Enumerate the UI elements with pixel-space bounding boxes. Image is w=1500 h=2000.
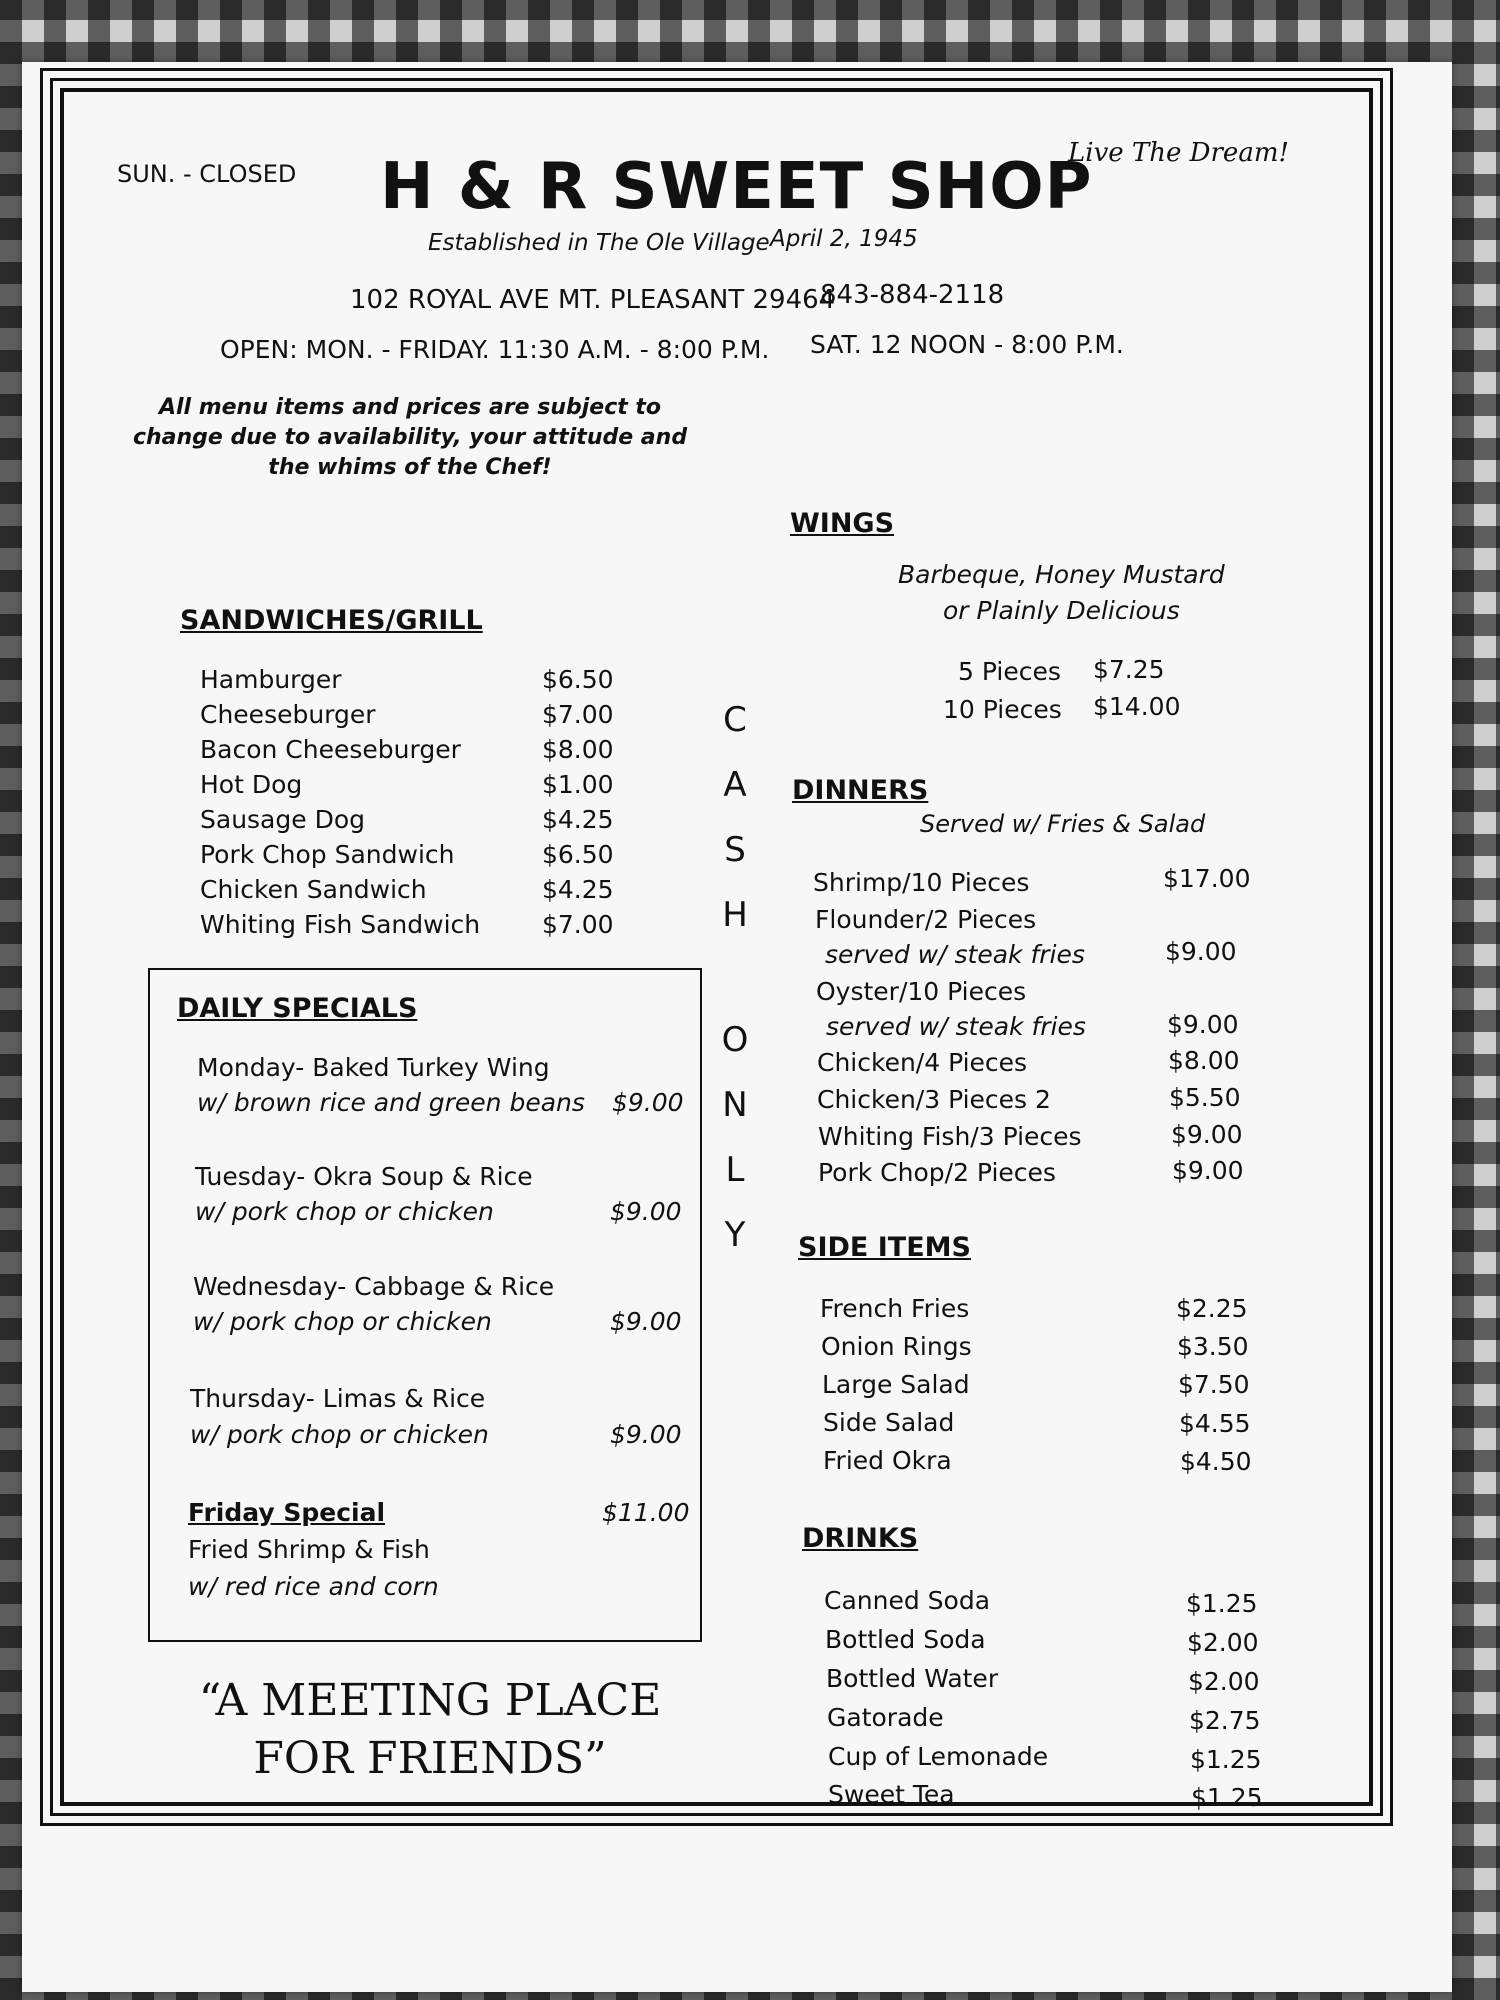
side-item-price: $4.50 <box>1180 1447 1252 1476</box>
cash-only-letter: O <box>721 1020 749 1060</box>
menu-item-price: $1.00 <box>542 770 614 799</box>
established-text: Established in The Ole Village <box>428 230 770 256</box>
drink-name: Sweet Tea <box>828 1780 955 1809</box>
quote-line-2: FOR FRIENDS” <box>253 1733 607 1784</box>
dinner-item-price: $8.00 <box>1168 1046 1240 1075</box>
sunday-closed-note: SUN. - CLOSED <box>117 160 297 188</box>
cash-only-letter: A <box>723 765 747 805</box>
daily-specials-heading: DAILY SPECIALS <box>177 993 418 1024</box>
menu-item-name: Pork Chop Sandwich <box>200 840 455 869</box>
special-description: w/ pork chop or chicken <box>190 1420 489 1449</box>
menu-item-name: Bacon Cheeseburger <box>200 735 461 764</box>
wings-item-price: $7.25 <box>1093 655 1165 684</box>
dinner-item-name: Chicken/4 Pieces <box>817 1048 1028 1077</box>
special-price: $9.00 <box>610 1420 682 1449</box>
dinner-item-name: Chicken/3 Pieces 2 <box>817 1085 1051 1114</box>
drink-name: Bottled Water <box>826 1664 999 1693</box>
special-name: Tuesday- Okra Soup & Rice <box>195 1162 533 1191</box>
friday-special-price: $11.00 <box>602 1498 690 1527</box>
dinner-item-price: $9.00 <box>1165 937 1237 966</box>
side-items-heading: SIDE ITEMS <box>798 1232 971 1263</box>
wings-item-name: 10 Pieces <box>943 695 1062 724</box>
established-date: April 2, 1945 <box>770 226 918 252</box>
menu-item-price: $6.50 <box>542 840 614 869</box>
drink-price: $1.25 <box>1191 1783 1263 1812</box>
drink-price: $2.75 <box>1189 1706 1261 1735</box>
side-item-name: French Fries <box>820 1294 970 1323</box>
saturday-hours: SAT. 12 NOON - 8:00 P.M. <box>810 330 1124 359</box>
side-item-price: $4.55 <box>1179 1409 1251 1438</box>
menu-item-name: Chicken Sandwich <box>200 875 427 904</box>
dinner-item-price: $5.50 <box>1169 1083 1241 1112</box>
menu-item-price: $8.00 <box>542 735 614 764</box>
drink-name: Gatorade <box>827 1703 944 1732</box>
cash-only-letter: L <box>725 1150 745 1190</box>
drink-name: Canned Soda <box>824 1586 991 1615</box>
drink-price: $1.25 <box>1186 1589 1258 1618</box>
special-description: w/ pork chop or chicken <box>195 1197 494 1226</box>
restaurant-title: H & R SWEET SHOP <box>380 150 1093 224</box>
dinner-item-price: $9.00 <box>1172 1156 1244 1185</box>
menu-item-price: $4.25 <box>542 875 614 904</box>
menu-item-price: $7.00 <box>542 700 614 729</box>
drink-price: $1.25 <box>1190 1745 1262 1774</box>
drink-price: $2.00 <box>1188 1667 1260 1696</box>
cash-only-letter: H <box>722 895 748 935</box>
dinner-item-name: Shrimp/10 Pieces <box>813 868 1030 897</box>
side-item-price: $7.50 <box>1178 1370 1250 1399</box>
wings-description-2: or Plainly Delicious <box>943 596 1180 625</box>
dinner-item-price: $9.00 <box>1167 1010 1239 1039</box>
menu-item-price: $4.25 <box>542 805 614 834</box>
dinner-item-price: $9.00 <box>1171 1120 1243 1149</box>
menu-item-price: $6.50 <box>542 665 614 694</box>
side-item-name: Fried Okra <box>823 1446 952 1475</box>
menu-item-price: $7.00 <box>542 910 614 939</box>
special-description: w/ brown rice and green beans <box>197 1088 585 1117</box>
dinner-item-note: served w/ steak fries <box>826 1012 1086 1041</box>
special-price: $9.00 <box>612 1088 684 1117</box>
special-name: Thursday- Limas & Rice <box>190 1384 486 1413</box>
dinner-item-name: Flounder/2 Pieces <box>815 905 1037 934</box>
side-item-name: Onion Rings <box>821 1332 972 1361</box>
side-item-name: Side Salad <box>823 1408 955 1437</box>
drink-name: Bottled Soda <box>825 1625 986 1654</box>
drink-name: Cup of Lemonade <box>828 1742 1049 1771</box>
quote-line-1: “A MEETING PLACE <box>198 1675 662 1726</box>
side-item-price: $2.25 <box>1176 1294 1248 1323</box>
special-price: $9.00 <box>610 1197 682 1226</box>
side-item-name: Large Salad <box>822 1370 970 1399</box>
menu-item-name: Hamburger <box>200 665 342 694</box>
side-item-price: $3.50 <box>1177 1332 1249 1361</box>
friday-special-heading: Friday Special <box>188 1498 386 1527</box>
friday-special-name: Fried Shrimp & Fish <box>188 1535 430 1564</box>
address: 102 ROYAL AVE MT. PLEASANT 29464 <box>350 285 836 315</box>
cash-only-letter: C <box>723 700 747 740</box>
wings-item-name: 5 Pieces <box>958 657 1061 686</box>
sandwiches-heading: SANDWICHES/GRILL <box>180 605 483 636</box>
tagline: Live The Dream! <box>1068 138 1289 168</box>
friday-special-description: w/ red rice and corn <box>188 1572 439 1601</box>
special-name: Wednesday- Cabbage & Rice <box>193 1272 555 1301</box>
wings-heading: WINGS <box>790 508 895 539</box>
disclaimer: All menu items and prices are subject to change due to availability, your attitude and the whims of the Chef! <box>132 395 688 480</box>
cash-only-letter: N <box>722 1085 748 1125</box>
weekday-hours: OPEN: MON. - FRIDAY. 11:30 A.M. - 8:00 P.M. <box>220 335 770 364</box>
dinner-item-price: $17.00 <box>1163 864 1251 893</box>
phone-number: 843-884-2118 <box>820 280 1005 310</box>
menu-item-name: Hot Dog <box>200 770 303 799</box>
dinners-heading: DINNERS <box>792 775 929 806</box>
dinner-item-name: Pork Chop/2 Pieces <box>818 1158 1056 1187</box>
wings-item-price: $14.00 <box>1093 692 1181 721</box>
menu-item-name: Whiting Fish Sandwich <box>200 910 481 939</box>
dinners-description: Served w/ Fries & Salad <box>920 810 1206 838</box>
special-price: $9.00 <box>610 1307 682 1336</box>
wings-description-1: Barbeque, Honey Mustard <box>898 560 1225 589</box>
special-description: w/ pork chop or chicken <box>193 1307 492 1336</box>
menu-item-name: Cheeseburger <box>200 700 376 729</box>
special-name: Monday- Baked Turkey Wing <box>197 1053 550 1082</box>
dinner-item-name: Whiting Fish/3 Pieces <box>818 1122 1082 1151</box>
drinks-heading: DRINKS <box>802 1523 919 1554</box>
cash-only-letter: S <box>724 830 746 870</box>
dinner-item-name: Oyster/10 Pieces <box>816 977 1027 1006</box>
menu-item-name: Sausage Dog <box>200 805 365 834</box>
cash-only-letter: Y <box>724 1215 746 1255</box>
drink-price: $2.00 <box>1187 1628 1259 1657</box>
dinner-item-note: served w/ steak fries <box>825 940 1085 969</box>
